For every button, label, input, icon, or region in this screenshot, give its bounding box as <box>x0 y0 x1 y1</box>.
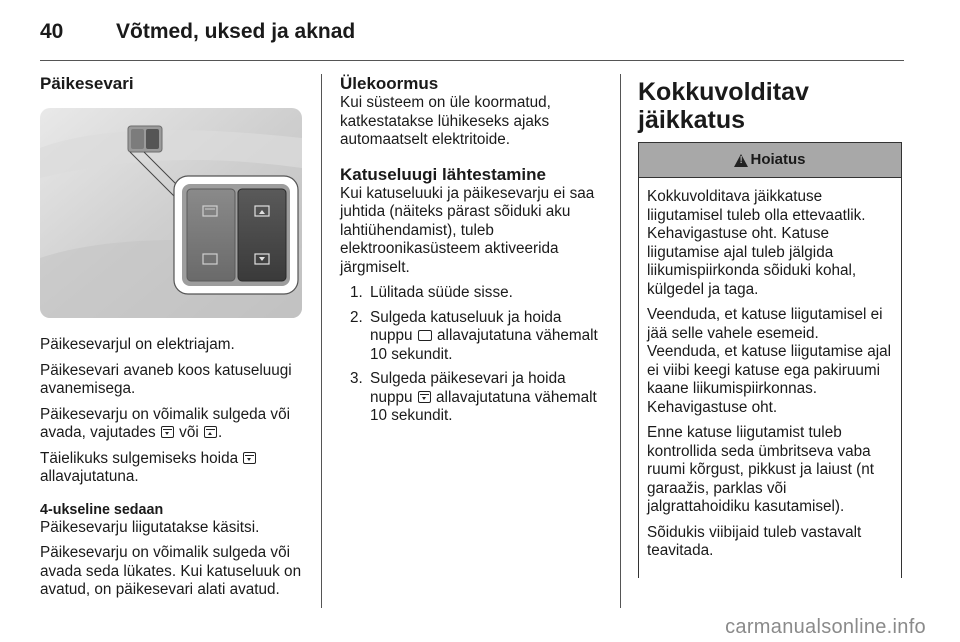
step-number: 3. <box>350 370 363 387</box>
text-segment: Päikesevarju on võimalik sulgeda või avada, vajutades <box>40 405 290 441</box>
column-overload-reset <box>340 74 608 432</box>
section-heading-overload: Ülekoormus <box>340 74 439 93</box>
subheading-sedan: 4-ukseline sedaan <box>40 501 164 518</box>
warning-paragraph: Enne katuse liigutamist tuleb kontrollida seda ümbritseva vaba ruumi kõrgust, pikkust ja laiust (nt garaažis, parklas või jalgrattahoidiku kasutamisel). <box>647 424 874 515</box>
text-segment: allavajutatuna vähemalt 10 sekundit. <box>370 388 597 424</box>
small-switch-panel <box>128 126 162 152</box>
step-number: 2. <box>350 308 363 326</box>
column-sunshade <box>40 74 308 607</box>
text-segment: allavajutatuna vähemalt 10 sekundit. <box>370 327 598 363</box>
warning-paragraph: Veenduda, et katuse liigutamisel ei jää selle vahele esemeid. Veenduda, et katuse liigutamise ajal ei viibi keegi katuse ega pakiruumi kaane liikumispiirkonnas. Kehavigastuse oht. <box>647 306 892 416</box>
sunshade-open-button-icon <box>204 426 217 438</box>
paragraph-electric-drive: Päikesevarjul on elektriajam. <box>40 336 235 353</box>
column-divider-2 <box>620 74 621 608</box>
warning-box <box>638 142 902 578</box>
warning-title: Hoiatus <box>750 150 806 168</box>
paragraph-manual-move: Päikesevarju liigutatakse käsitsi. <box>40 518 260 536</box>
watermark-text: carmanualsonline.info <box>725 616 926 638</box>
text-segment: Täielikuks sulgemiseks hoida <box>40 449 243 467</box>
header-rule <box>40 60 904 61</box>
text-segment: või <box>174 424 203 441</box>
paragraph-overload: Kui süsteem on üle koormatud, katkestatakse lühikeseks ajaks automaatselt elektritoide. <box>340 94 551 148</box>
list-item <box>350 284 608 303</box>
sunshade-close-button-icon <box>418 391 431 403</box>
text-segment: Sulgeda päikesevari ja hoida nuppu <box>370 370 566 406</box>
step-number: 1. <box>350 284 363 301</box>
paragraph-full-close <box>40 450 308 487</box>
step-text <box>370 309 608 365</box>
sunshade-close-button-icon <box>161 426 174 438</box>
page-number: 40 <box>40 20 64 43</box>
step-text <box>370 284 513 303</box>
list-item <box>350 370 608 426</box>
page-title: Võtmed, uksed ja aknad <box>116 20 356 43</box>
text-segment: . <box>217 424 223 441</box>
text-segment: allavajutatuna. <box>40 468 139 485</box>
paragraph-push-to-open: Päikesevarju on võimalik sulgeda või avada seda lükates. Kui katuseluuk on avatud, on päikesevari alati avatud. <box>40 544 302 598</box>
warning-triangle-icon <box>734 154 748 167</box>
section-heading-sunshade: Päikesevari <box>40 74 134 93</box>
step-text <box>370 370 608 426</box>
reset-steps-list <box>350 284 608 426</box>
section-heading-reset: Katuseluugi lähtestamine <box>340 164 546 184</box>
column-divider-1 <box>321 74 322 608</box>
paragraph-press-buttons <box>40 406 308 443</box>
warning-paragraph: Sõidukis viibijaid tuleb vastavalt teavitada. <box>647 523 862 559</box>
sunshade-close-button-icon <box>243 452 256 464</box>
column-folding-hardtop <box>638 74 902 578</box>
paragraph-opens-with-roof: Päikesevari avaneb koos katuseluugi avanemisega. <box>40 361 292 397</box>
switch-photo <box>40 108 302 318</box>
sunshade-switch-illustration <box>40 108 302 318</box>
page-header <box>40 20 355 50</box>
text-segment: Lülitada süüde sisse. <box>370 284 513 301</box>
sunroof-close-button-icon <box>418 330 432 341</box>
list-item <box>350 309 608 365</box>
paragraph-reset-intro: Kui katuseluuki ja päikesevarju ei saa juhtida (näiteks pärast sõiduki aku lahtiühendamist), tuleb elektroonikasüsteem aktiveerida järgmiselt. <box>340 184 595 276</box>
warning-header <box>639 142 901 178</box>
warning-paragraph: Kokkuvolditava jäikkatuse liigutamisel tuleb olla ettevaatlik. Kehavigastuse oht. Katuse liigutamise ajal tuleb jälgida liikumispiirkonda sõiduki kohal, külgedel ja taga. <box>647 188 866 298</box>
section-heading-hardtop: Kokkuvolditav jäikkatus <box>638 78 809 134</box>
warning-body <box>639 178 901 578</box>
zoomed-switch-panel <box>174 176 298 294</box>
text-segment: Sulgeda katuseluuk ja hoida nuppu <box>370 308 562 344</box>
